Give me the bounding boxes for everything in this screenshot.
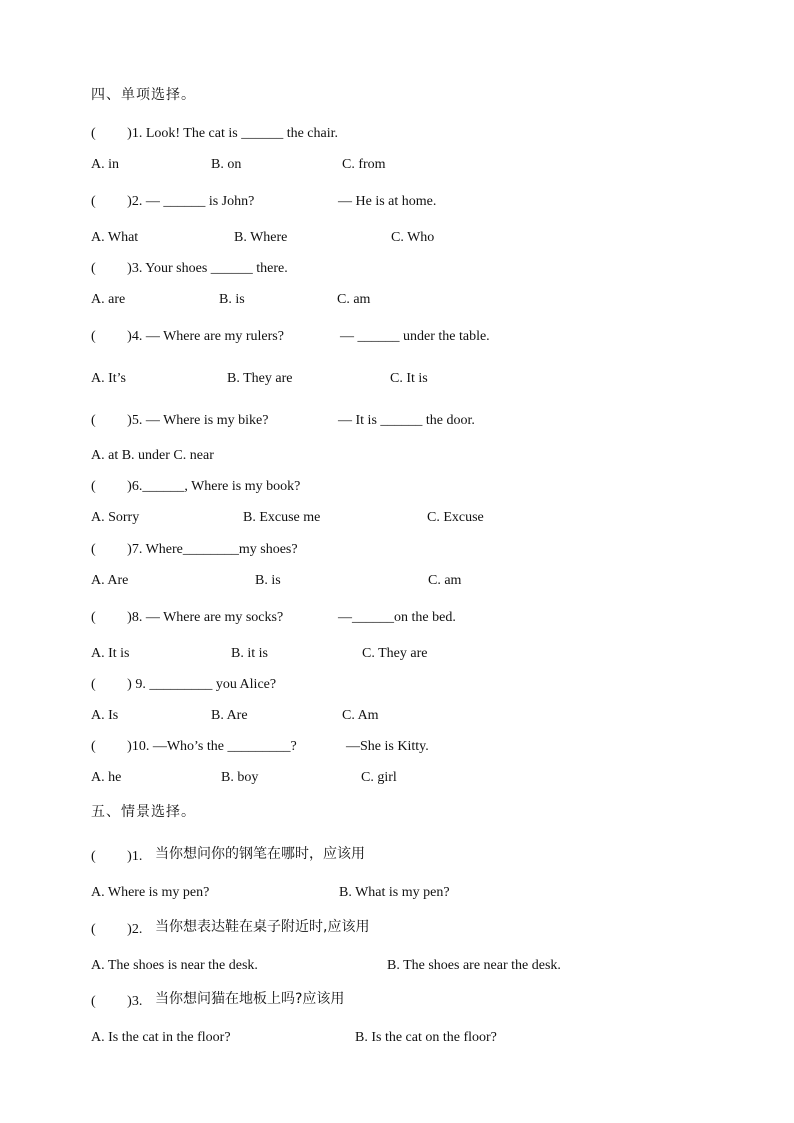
question-5-stem: ( )5. — Where is my bike? [91,413,269,428]
question-3-option-b: B. is [219,292,245,307]
scenario-3-option-b: B. Is the cat on the floor? [355,1030,497,1045]
scenario-3-prompt: 当你想问猫在地板上吗?应该用 [155,991,345,1007]
question-1-option-c: C. from [342,157,386,172]
question-10-stem: ( )10. —Who’s the _________? [91,739,297,754]
question-9-stem: ( ) 9. _________ you Alice? [91,677,277,692]
scenario-2-prompt: 当你想表达鞋在桌子附近时,应该用 [155,919,370,935]
scenario-2-paren: ( )2. [91,922,143,937]
section-4-title: 四、单项选择。 [91,87,196,103]
scenario-1-option-b: B. What is my pen? [339,885,450,900]
question-4-answer-line: — ______ under the table. [340,329,490,344]
question-2-option-a: A. What [91,230,139,245]
scenario-3-paren: ( )3. [91,994,143,1009]
question-10-option-a: A. he [91,770,122,785]
question-8-option-b: B. it is [231,646,268,661]
question-10-option-c: C. girl [361,770,397,785]
question-10-answer-line: —She is Kitty. [346,739,429,754]
question-7-option-a: A. Are [91,573,129,588]
section-5-title: 五、情景选择。 [91,804,196,820]
scenario-2-option-b: B. The shoes are near the desk. [387,958,561,973]
question-6-option-c: C. Excuse [427,510,484,525]
question-2-option-b: B. Where [234,230,288,245]
question-5-answer-line: — It is ______ the door. [338,413,475,428]
question-6-option-b: B. Excuse me [243,510,321,525]
question-9-option-c: C. Am [342,708,379,723]
question-1-option-a: A. in [91,157,119,172]
question-7-stem: ( )7. Where________my shoes? [91,542,298,557]
question-3-option-c: C. am [337,292,371,307]
question-1-stem: ( )1. Look! The cat is ______ the chair. [91,126,339,141]
question-7-option-b: B. is [255,573,281,588]
question-4-option-b: B. They are [227,371,293,386]
question-8-option-a: A. It is [91,646,130,661]
question-4-option-a: A. It’s [91,371,126,386]
question-2-answer-line: — He is at home. [338,194,437,209]
question-1-option-b: B. on [211,157,242,172]
question-2-stem: ( )2. — ______ is John? [91,194,255,209]
question-3-stem: ( )3. Your shoes ______ there. [91,261,288,276]
scenario-1-prompt: 当你想问你的钢笔在哪时，应该用 [155,846,365,862]
question-10-option-b: B. boy [221,770,259,785]
question-9-option-a: A. Is [91,708,119,723]
scenario-2-option-a: A. The shoes is near the desk. [91,958,258,973]
question-2-option-c: C. Who [391,230,435,245]
question-6-option-a: A. Sorry [91,510,140,525]
question-7-option-c: C. am [428,573,462,588]
question-3-option-a: A. are [91,292,126,307]
scenario-3-option-a: A. Is the cat in the floor? [91,1030,231,1045]
question-4-stem: ( )4. — Where are my rulers? [91,329,284,344]
question-8-answer-line: —______on the bed. [338,610,456,625]
question-6-stem: ( )6.______, Where is my book? [91,479,301,494]
scenario-1-option-a: A. Where is my pen? [91,885,210,900]
scenario-1-paren: ( )1. [91,849,143,864]
question-9-option-b: B. Are [211,708,248,723]
question-5-options: A. at B. under C. near [91,448,214,463]
question-8-option-c: C. They are [362,646,428,661]
question-8-stem: ( )8. — Where are my socks? [91,610,284,625]
question-4-option-c: C. It is [390,371,428,386]
